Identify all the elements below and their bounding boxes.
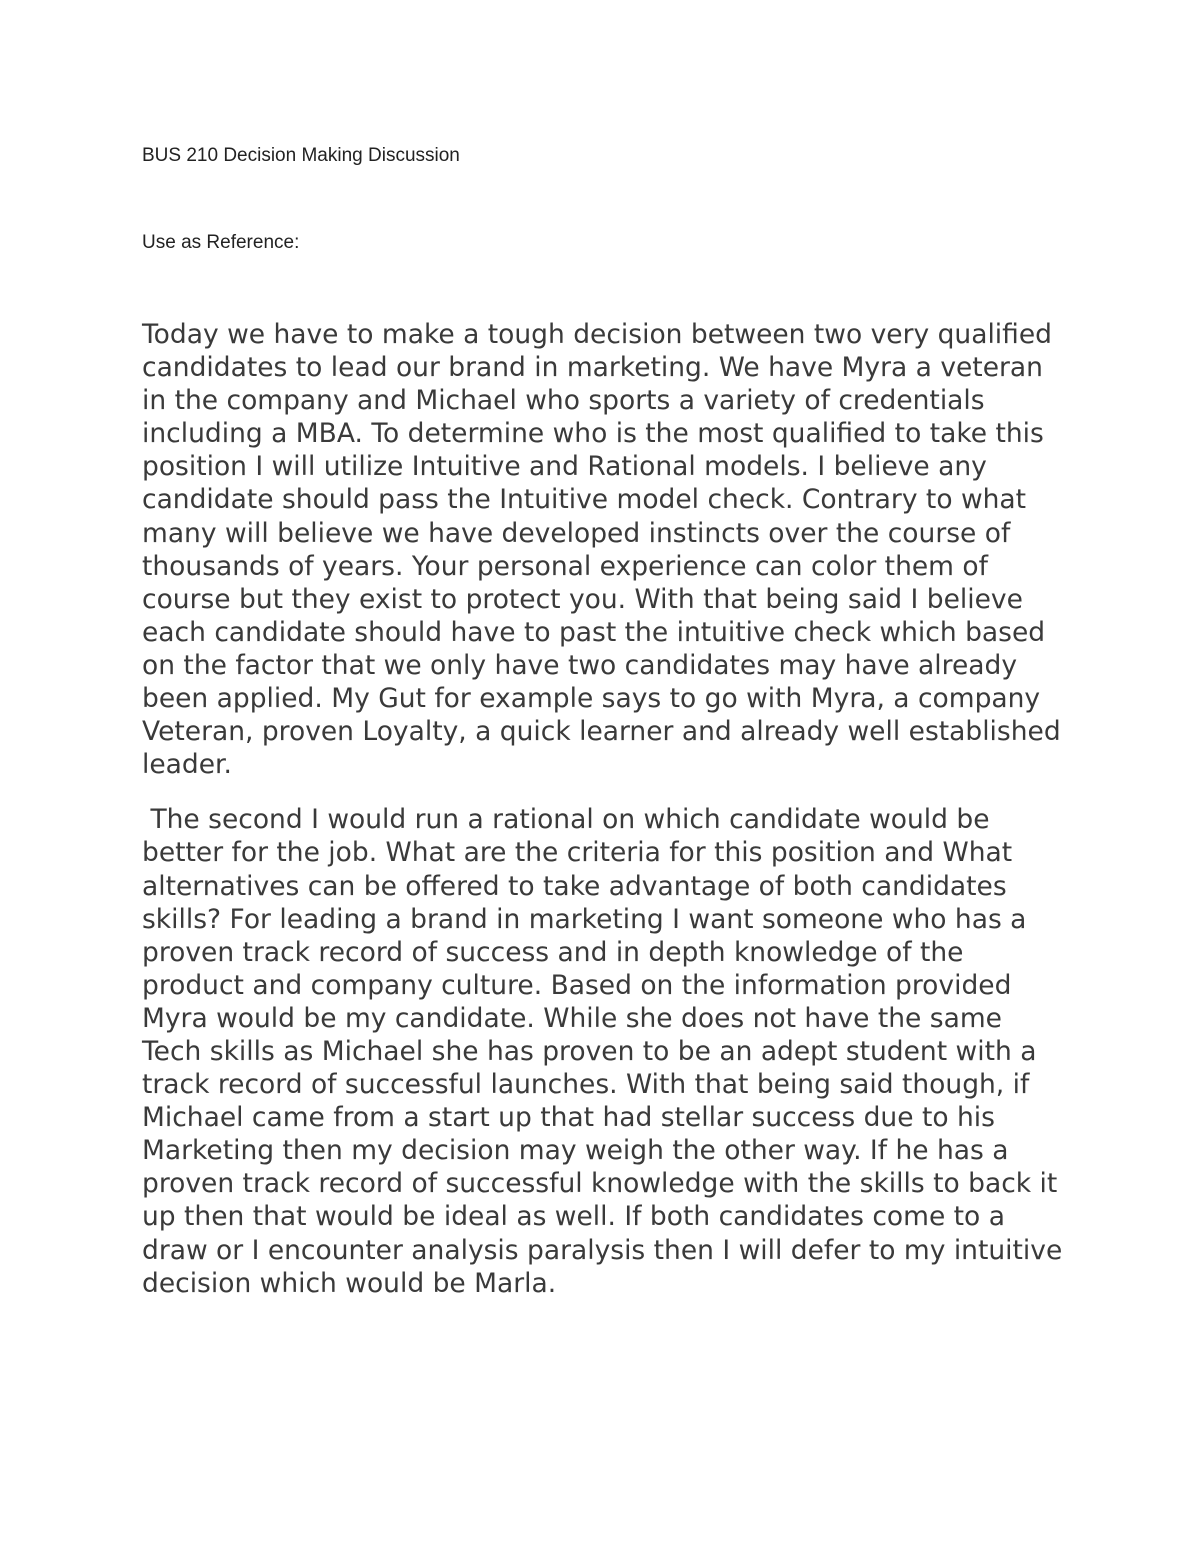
document-subtitle: Use as Reference:	[142, 232, 300, 253]
body-paragraph-2: The second I would run a rational on which candidate would be better for the job. What are the criteria for this position and What alternatives can be offered to take advantage of both candidates skills? For leading a brand in marketing I want someone who has a proven track record of success and in depth knowledge of the product and company culture. Based on the information provided Myra would be my candidate. While she does not have the same Tech skills as Michael she has proven to be an adept student with a track record of successful launches. With that being said though, if Michael came from a start up that had stellar success due to his Marketing then my decision may weigh the other way. If he has a proven track record of successful knowledge with the skills to back it up then that would be ideal as well. If both candidates come to a draw or I encounter analysis paralysis then I will defer to my intuitive decision which would be Marla.	[142, 804, 1071, 1299]
document-title: BUS 210 Decision Making Discussion	[142, 145, 460, 166]
body-paragraph-1: Today we have to make a tough decision between two very qualified candidates to lead our brand in marketing. We have Myra a veteran in the company and Michael who sports a variety of credentials including a MBA. To determine who is the most qualified to take this position I will utilize Intuitive and Rational models. I believe any candidate should pass the Intuitive model check. Contrary to what many will believe we have developed instincts over the course of thousands of years. Your personal experience can color them of course but they exist to protect you. With that being said I believe each candidate should have to past the intuitive check which based on the factor that we only have two candidates may have already been applied. My Gut for example says to go with Myra, a company Veteran, proven Loyalty, a quick learner and already well established leader.	[142, 319, 1070, 781]
document-body	[142, 318, 1071, 1300]
